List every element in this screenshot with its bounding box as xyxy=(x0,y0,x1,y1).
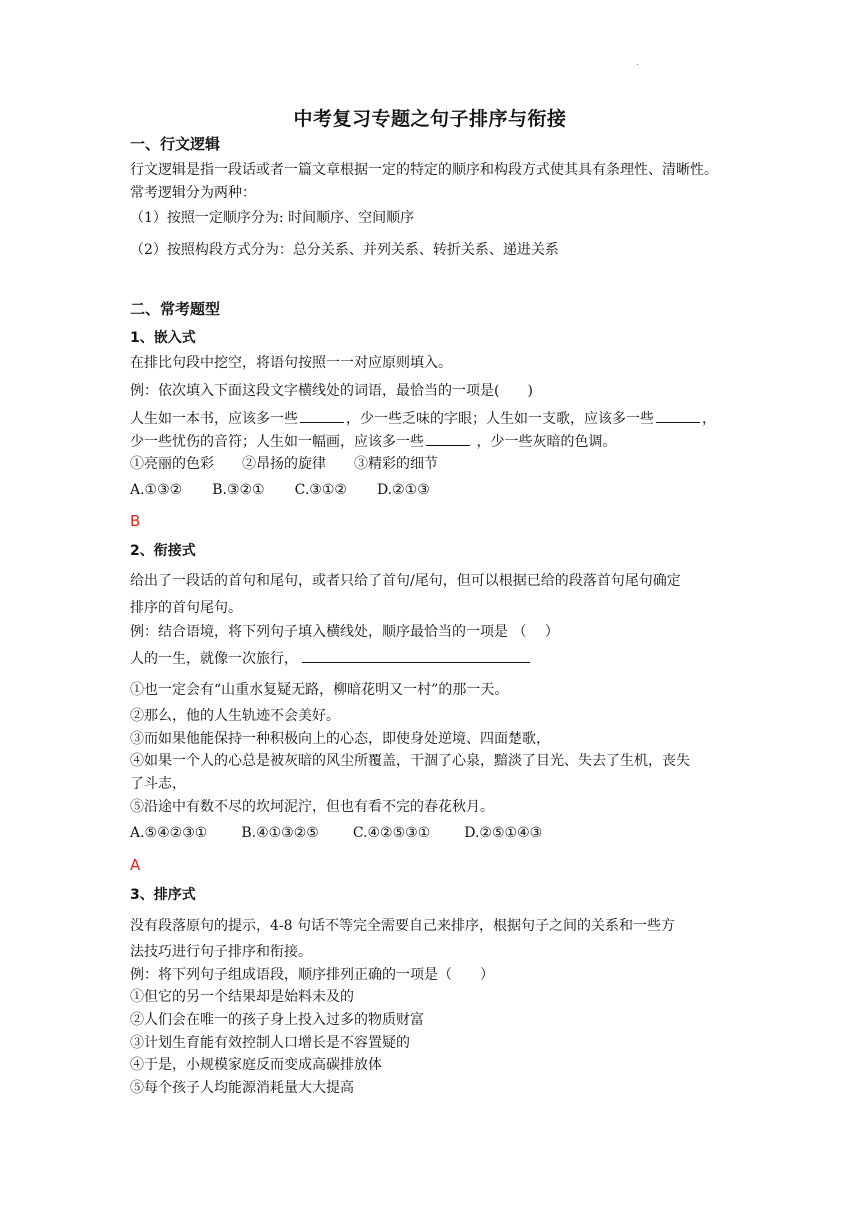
q2-description-1: 给出了一段话的首句和尾句，或者只给了首句/尾句，但可以根据已给的段落首句尾句确定 xyxy=(130,573,681,589)
q1-text-1c: ， xyxy=(702,411,716,427)
q2-example: 例：结合语境，将下列句子填入横线处，顺序最恰当的一项是 （ ） xyxy=(130,624,559,640)
q1-text-line-1 xyxy=(130,408,716,429)
q1-example: 例：依次填入下面这段文字横线处的词语，最恰当的一项是( ) xyxy=(130,383,533,399)
q1-blank-1 xyxy=(300,408,344,423)
section1-paragraph-2: 常考逻辑分为两种： xyxy=(130,185,256,201)
page-title: 中考复习专题之句子排序与衔接 xyxy=(293,108,567,130)
q1-option-d: D.②①③ xyxy=(376,482,430,498)
q2-sentence-5: ⑤沿途中有数不尽的坎坷泥泞，但也有看不完的春花秋月。 xyxy=(130,799,494,815)
q1-description: 在排比句段中挖空，将语句按照一一对应原则填入。 xyxy=(130,355,452,371)
q1-blank-2 xyxy=(656,408,700,423)
q2-option-d: D.②⑤①④③ xyxy=(464,825,543,841)
q1-text-1a: 人生如一本书，应该多一些 xyxy=(130,411,298,427)
header-dot: . xyxy=(636,58,639,67)
q2-sentence-4b: 了斗志， xyxy=(130,776,186,792)
q1-answer: B xyxy=(130,512,141,530)
q1-option-c: C.③①② xyxy=(294,482,347,498)
q2-options xyxy=(130,823,576,843)
q2-answer: A xyxy=(130,856,141,874)
section2-heading: 二、常考题型 xyxy=(130,300,221,318)
q3-sentence-5: ⑤每个孩子人均能源消耗量大大提高 xyxy=(130,1080,354,1096)
q3-heading: 3、排序式 xyxy=(130,887,196,903)
section1-paragraph-1: 行文逻辑是指一段话或者一篇文章根据一定的特定的顺序和构段方式使其具有条理性、清晰性。 xyxy=(130,162,718,178)
q1-options xyxy=(130,480,460,500)
q2-sentence-3: ③而如果他能保持一种积极向上的心态，即使身处逆境、四面楚歌， xyxy=(130,731,550,747)
section1-heading: 一、行文逻辑 xyxy=(130,135,221,153)
section1-item-1: （1）按照一定顺序分为: 时间顺序、空间顺序 xyxy=(130,210,415,226)
q3-sentence-3: ③计划生育能有效控制人口增长是不容置疑的 xyxy=(130,1035,410,1051)
q3-sentence-2: ②人们会在唯一的孩子身上投入过多的物质财富 xyxy=(130,1012,424,1028)
q2-sentence-4a: ④如果一个人的心总是被灰暗的风尘所覆盖，干涸了心泉，黯淡了目光、失去了生机，丧失 xyxy=(130,753,690,769)
section1-item-2: （2）按照构段方式分为：总分关系、并列关系、转折关系、递进关系 xyxy=(130,242,559,258)
q1-blank-3 xyxy=(426,431,470,446)
q2-stem: 人的一生，就像一次旅行， xyxy=(130,651,298,667)
q1-choices: ①亮丽的色彩 ②昂扬的旋律 ③精彩的细节 xyxy=(130,456,438,472)
q2-heading: 2、衔接式 xyxy=(130,543,196,559)
q3-description-1: 没有段落原句的提示，4-8 句话不等完全需要自己来排序，根据句子之间的关系和一些方 xyxy=(130,918,675,934)
q2-option-c: C.④②⑤③① xyxy=(352,825,431,841)
q3-example: 例：将下列句子组成语段，顺序排列正确的一项是（ ） xyxy=(130,967,494,983)
q1-text-2a: 少一些忧伤的音符；人生如一幅画，应该多一些 xyxy=(130,434,424,450)
q2-stem-line xyxy=(130,648,530,669)
q1-option-b: B.③②① xyxy=(212,482,265,498)
q1-text-line-2 xyxy=(130,431,616,452)
q1-heading: 1、嵌入式 xyxy=(130,330,196,346)
q3-sentence-1: ①但它的另一个结果却是始料未及的 xyxy=(130,989,354,1005)
q1-text-2b: ，少一些灰暗的色调。 xyxy=(472,434,617,450)
q3-sentence-4: ④于是，小规模家庭反而变成高碳排放体 xyxy=(130,1057,382,1073)
q1-text-1b: ，少一些乏味的字眼；人生如一支歌，应该多一些 xyxy=(346,411,654,427)
q1-option-a: A.①③② xyxy=(130,482,183,498)
q3-description-2: 法技巧进行句子排序和衔接。 xyxy=(130,944,312,960)
q2-description-2: 排序的首句尾句。 xyxy=(130,600,242,616)
q2-sentence-1: ①也一定会有“山重水复疑无路，柳暗花明又一村”的那一天。 xyxy=(130,682,509,698)
q2-answer-blank xyxy=(302,648,530,663)
q2-option-b: B.④①③②⑤ xyxy=(241,825,319,841)
q2-option-a: A.⑤④②③① xyxy=(130,825,208,841)
q2-sentence-2: ②那么，他的人生轨迹不会美好。 xyxy=(130,708,340,724)
